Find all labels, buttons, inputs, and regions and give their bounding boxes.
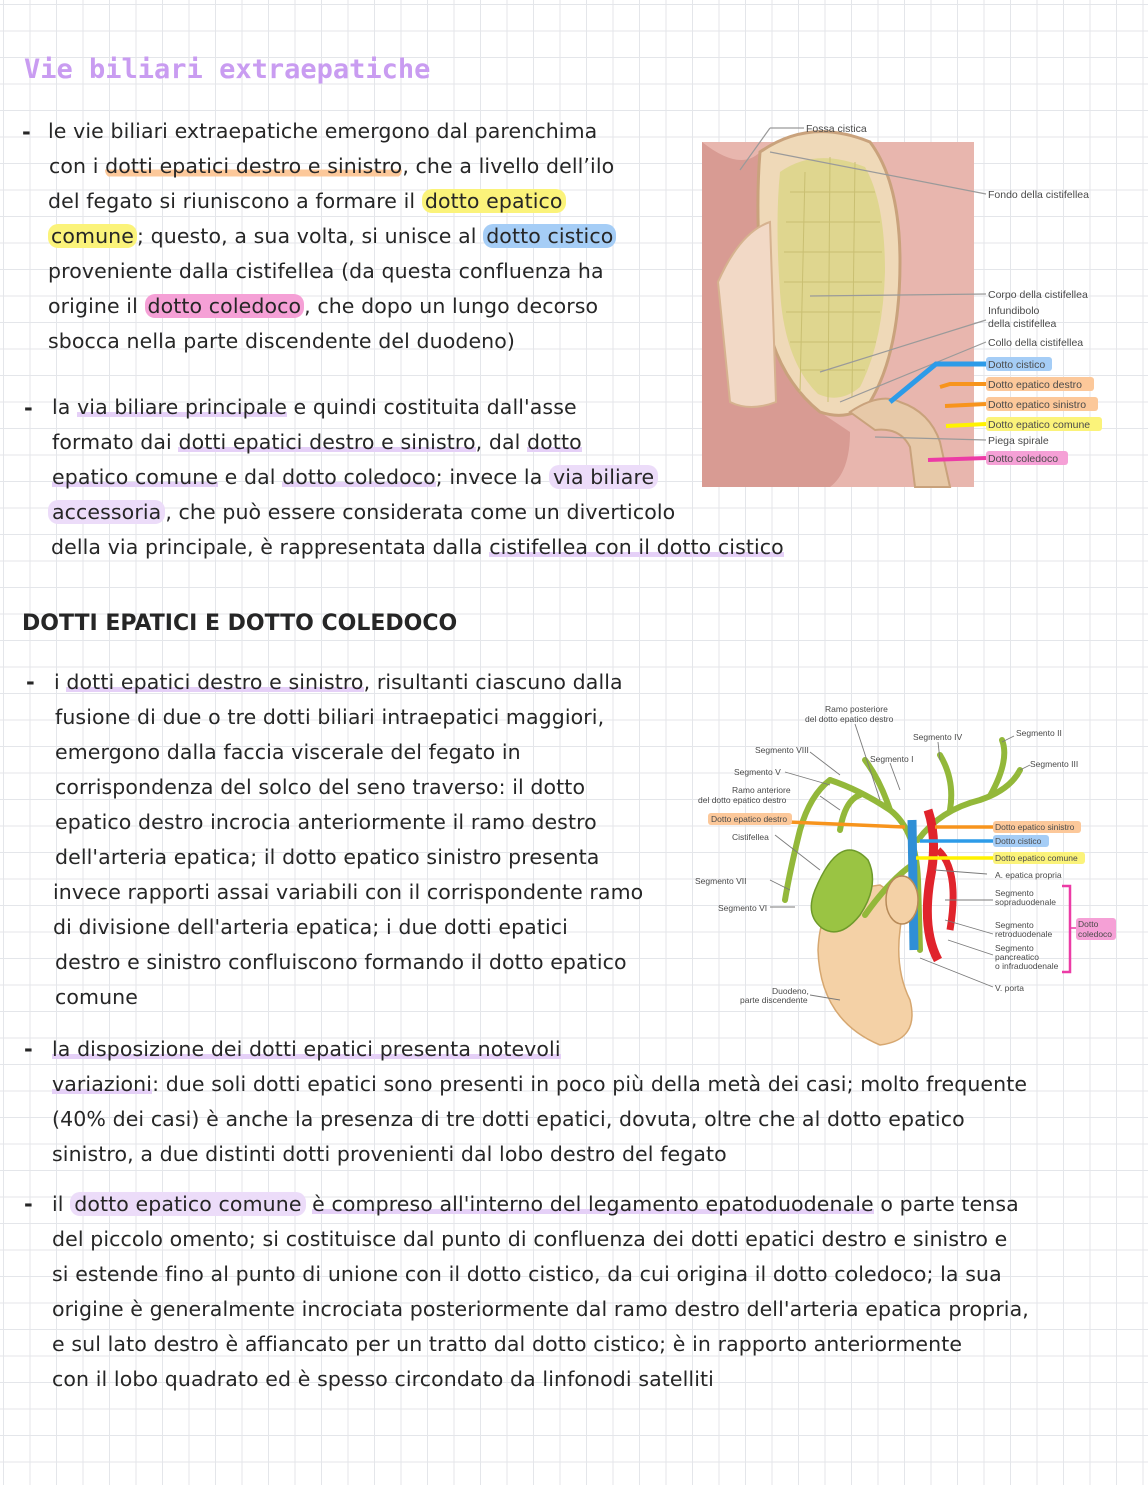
label-dotto-comune: Dotto epatico comune: [995, 853, 1078, 863]
page-title: Vie biliari extraepatiche: [24, 54, 431, 85]
label-duod2: parte discendente: [740, 995, 808, 1005]
label-sopra2: sopraduodenale: [995, 897, 1056, 907]
line: [52, 1292, 1029, 1327]
text: ; questo, a sua volta, si unisce al: [136, 224, 484, 248]
highlight-lavender: dotto epatico comune: [70, 1192, 305, 1216]
text: emergono dalla faccia viscerale del fegato in: [55, 740, 521, 764]
gallbladder-illustration: [700, 112, 1120, 492]
label-dotto-col2: coledoco: [1078, 929, 1113, 939]
line: [48, 254, 604, 289]
line: [55, 980, 138, 1015]
text: i: [54, 670, 67, 694]
text: , risultanti ciascuno dalla: [363, 670, 623, 694]
line: [48, 324, 515, 359]
label-duod1: Duodeno,: [772, 986, 809, 996]
text: fusione di due o tre dotti biliari intraepatici maggiori,: [55, 705, 605, 729]
underlined-term: via biliare principale: [77, 395, 287, 419]
line: [52, 390, 577, 425]
line: [48, 114, 597, 149]
text: , dal: [475, 430, 528, 454]
line: [52, 1222, 1007, 1257]
text: sinistro, a due distinti dotti provenienti dal lobo destro del fegato: [52, 1142, 727, 1166]
line: [55, 805, 597, 840]
label-dotto-cistico: Dotto cistico: [995, 836, 1042, 846]
text: la: [52, 395, 78, 419]
label-seg-i: Segmento I: [870, 754, 914, 764]
label-seg-iii: Segmento III: [1030, 759, 1079, 769]
label-ramo-ant2: del dotto epatico destro: [698, 795, 787, 805]
fig2-leader-lines: [770, 724, 1030, 1000]
label-piega: Piega spirale: [988, 435, 1049, 447]
text: destro e sinistro confluiscono formando il dotto epatico: [55, 950, 627, 974]
comune-line: [946, 424, 986, 426]
line: [52, 1327, 962, 1362]
text: della via principale, è rappresentata dalla: [51, 535, 490, 559]
label-seg-viii: Segmento VIII: [755, 745, 809, 755]
label-seg-vii: Segmento VII: [695, 876, 747, 886]
line: [55, 735, 521, 770]
label-a-epatica: A. epatica propria: [995, 870, 1062, 880]
text: e quindi costituita dall'asse: [286, 395, 577, 419]
label-ramo-ant1: Ramo anteriore: [732, 785, 791, 795]
label-fondo: Fondo della cistifellea: [988, 189, 1089, 201]
label-vporta: V. porta: [995, 983, 1024, 993]
text: con i: [49, 154, 106, 178]
line: [52, 460, 658, 495]
coledoco-line: [928, 458, 986, 460]
text: origine è generalmente incrociata posteriormente dal ramo destro dell'arteria epatica propria,: [52, 1297, 1029, 1321]
line: [48, 219, 616, 254]
text: , che dopo un lungo decorso: [304, 294, 599, 318]
destro-pointer: [788, 822, 905, 827]
label-ramo-post1: Ramo posteriore: [825, 704, 888, 714]
section-heading: DOTTI EPATICI E DOTTO COLEDOCO: [22, 611, 458, 636]
text: , che può essere considerata come un diverticolo: [165, 500, 676, 524]
text: del fegato si riuniscono a formare il: [48, 189, 422, 213]
line: [52, 1102, 965, 1137]
line: [52, 1362, 714, 1397]
hepatic-ducts-illustration: [690, 700, 1130, 1050]
text: origine il: [48, 294, 145, 318]
bullet-dash: -: [26, 670, 35, 694]
line: [53, 875, 643, 910]
text: o parte tensa: [873, 1192, 1019, 1216]
label-cistifellea: Cistifellea: [732, 832, 769, 842]
label-seg-iv: Segmento IV: [913, 732, 963, 742]
label-infund1: Infundibolo: [988, 305, 1040, 317]
label-cistico: Dotto cistico: [988, 359, 1046, 371]
text: corrispondenza del solco del seno traverso: il dotto: [55, 775, 586, 799]
hepatic-artery: [927, 810, 938, 960]
line: [55, 945, 627, 980]
line: [48, 184, 566, 219]
text: proveniente dalla cistifellea (da questa confluenza ha: [48, 259, 604, 283]
line: [52, 1187, 1019, 1222]
text: , che a livello dell’ilo: [402, 154, 615, 178]
label-sopra1: Segmento: [995, 888, 1034, 898]
text: epatico destro incrocia anteriormente il ramo destro: [55, 810, 597, 834]
line: [52, 1257, 1002, 1292]
label-collo: Collo della cistifellea: [988, 337, 1084, 349]
underlined-term: cistifellea con il dotto cistico: [489, 535, 784, 559]
label-sinistro: Dotto epatico sinistro: [988, 399, 1087, 411]
sinistro-line: [945, 404, 986, 406]
line: [48, 495, 675, 530]
label-ramo-post2: del dotto epatico destro: [805, 714, 894, 724]
highlight-lavender: via biliare: [549, 465, 658, 489]
highlight-yellow: comune: [48, 224, 137, 248]
label-comune: Dotto epatico comune: [988, 419, 1091, 431]
text: sbocca nella parte discendente del duodeno): [48, 329, 515, 353]
text: : due soli dotti epatici sono presenti in poco più della metà dei casi; molto frequente: [152, 1072, 1028, 1096]
line: [55, 840, 599, 875]
underlined-term: la disposizione dei dotti epatici presenta notevoli: [52, 1037, 561, 1061]
label-panc1: Segmento: [995, 943, 1034, 953]
text: e dal: [218, 465, 283, 489]
label-seg-v: Segmento V: [734, 767, 781, 777]
highlight-orange: dotti epatici destro e sinistro: [105, 154, 403, 178]
line: [52, 1032, 561, 1067]
label-dotto-destro: Dotto epatico destro: [711, 814, 788, 824]
line: [48, 289, 598, 324]
text: formato dai: [52, 430, 179, 454]
text: dell'arteria epatica; il dotto epatico sinistro presenta: [55, 845, 600, 869]
label-destro: Dotto epatico destro: [988, 379, 1082, 391]
highlight-pink: dotto coledoco: [145, 294, 305, 318]
bullet-dash: -: [24, 1037, 33, 1061]
label-retro2: retroduodenale: [995, 929, 1053, 939]
text: invece rapporti assai variabili con il corrispondente ramo: [53, 880, 644, 904]
underlined-term: è compreso all'interno del legamento epatoduodenale: [312, 1192, 874, 1216]
artery-branch: [938, 850, 953, 930]
underlined-term: dotto coledoco: [282, 465, 436, 489]
label-seg-vi: Segmento VI: [718, 903, 768, 913]
label-coledoco: Dotto coledoco: [988, 453, 1059, 465]
text: con il lobo quadrato ed è spesso circondato da linfonodi satelliti: [52, 1367, 714, 1391]
line: [52, 425, 582, 460]
line: [51, 530, 784, 565]
text: il: [52, 1192, 71, 1216]
bullet-dash: -: [24, 396, 33, 420]
line: [54, 665, 623, 700]
label-seg-ii: Segmento II: [1016, 728, 1062, 738]
text: si estende fino al punto di unione con il dotto cistico, da cui origina il dotto coledoco; la sua: [52, 1262, 1002, 1286]
line: [52, 1067, 1027, 1102]
text: ; invece la: [435, 465, 549, 489]
text: (40% dei casi) è anche la presenza di tre dotti epatici, dovuta, oltre che al dotto epatico: [52, 1107, 965, 1131]
bullet-dash: -: [24, 1192, 33, 1216]
label-infund2: della cistifellea: [988, 318, 1057, 330]
label-corpo: Corpo della cistifellea: [988, 289, 1088, 301]
text: le vie biliari extraepatiche emergono dal parenchima: [48, 119, 598, 143]
label-dotto-sinistro: Dotto epatico sinistro: [995, 822, 1075, 832]
underlined-term: epatico comune: [52, 465, 219, 489]
duodenum-section: [886, 876, 918, 924]
label-dotto-col1: Dotto: [1078, 919, 1099, 929]
text: comune: [55, 985, 138, 1009]
underlined-term: dotti epatici destro e sinistro: [178, 430, 476, 454]
label-panc3: o infraduodenale: [995, 961, 1059, 971]
line: [49, 149, 614, 184]
label-retro1: Segmento: [995, 920, 1034, 930]
highlight-blue: dotto cistico: [483, 224, 616, 248]
label-fossa: Fossa cistica: [806, 123, 867, 135]
text: del piccolo omento; si costituisce dal punto di confluenza dei dotti epatici destro e sinistro e: [52, 1227, 1008, 1251]
line: [55, 770, 585, 805]
highlight-yellow: dotto epatico: [422, 189, 566, 213]
text: di divisione dell'arteria epatica; i due dotti epatici: [53, 915, 568, 939]
underlined-term: variazioni: [52, 1072, 153, 1096]
text: e sul lato destro è affiancato per un tratto dal dotto cistico; è in rapporto anteriormente: [52, 1332, 963, 1356]
line: [53, 910, 568, 945]
coledoco-bracket: [1062, 886, 1070, 972]
label-panc2: pancreatico: [995, 952, 1039, 962]
underlined-term: dotti epatici destro e sinistro: [66, 670, 364, 694]
highlight-lavender: accessoria: [48, 500, 165, 524]
line: [55, 700, 604, 735]
line: [52, 1137, 727, 1172]
bullet-dash: -: [22, 120, 31, 144]
underlined-term: dotto: [527, 430, 582, 454]
